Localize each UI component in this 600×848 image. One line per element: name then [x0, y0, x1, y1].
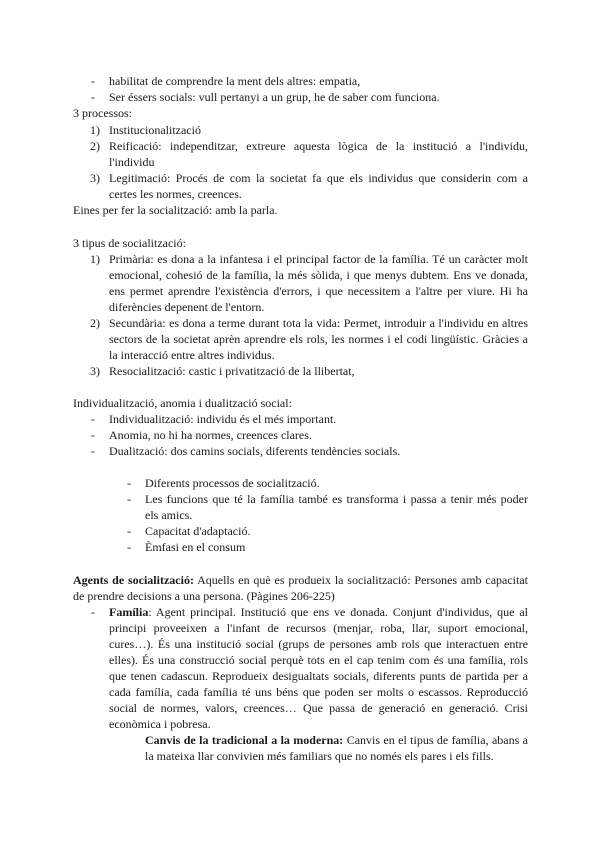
list-item-text: Institucionalització — [109, 123, 201, 137]
list-item-text: Legitimació: Procés de com la societat fa que els individus que considerin com a — [109, 171, 528, 185]
agents-line — [73, 572, 528, 588]
familia-text: : Agent principal. Institució que ens ve donada. Conjunt d'individus, que al — [148, 605, 528, 619]
list-number: 1) — [90, 123, 100, 137]
familia-text: social de normes, valors, creences… Que passa de generació en generació. Crisi — [109, 701, 528, 715]
tipus-heading: 3 tipus de socialització: — [73, 236, 186, 250]
intro-bullet-text: habilitat de comprendre la ment dels altres: empatia, — [109, 74, 361, 88]
list-item-text: certes les normes, creences. — [109, 187, 242, 201]
bullet-dash: - — [91, 90, 95, 104]
sub-bullet-dash: - — [127, 540, 131, 554]
list-number: 3) — [90, 364, 100, 378]
bullet-dash: - — [91, 444, 95, 458]
canvis-line — [145, 732, 528, 748]
list-number: 3) — [90, 171, 100, 185]
bullet-dash: - — [91, 428, 95, 442]
bullet-dash: - — [91, 605, 95, 619]
individualitzacio-heading: Individualització, anomia i dualització social: — [73, 396, 292, 410]
agents-text: de prendre decisions a una persona. (Pàgines 206-225) — [73, 589, 335, 603]
list-number: 2) — [90, 139, 100, 153]
sub-bullet-dash: - — [127, 476, 131, 490]
familia-label: Família — [109, 605, 149, 619]
bullet-dash: - — [91, 412, 95, 426]
sub-bullet-text: Capacitat d'adaptació. — [145, 524, 251, 538]
list-item-text: Resocialització: castic i privatització de la llibertat, — [109, 364, 355, 378]
list-item-text: ens permet aprendre l'existència d'errors, i que necessitem a l'altre per viure. Hi ha — [109, 284, 528, 298]
familia-text: elles). És una construcció social perquè tots en el cap tenim com és una família, rols — [109, 653, 528, 667]
bullet-text: Individualització: individu és el més important. — [109, 412, 337, 426]
sub-bullet-dash: - — [127, 492, 131, 506]
canvis-text: la mateixa llar convivien més familiars que no només els pares i els fills. — [145, 749, 494, 763]
eines-line: Eines per fer la socialització: amb la parla. — [73, 203, 278, 217]
processos-heading: 3 processos: — [73, 106, 132, 120]
sub-bullet-dash: - — [127, 524, 131, 538]
list-item-text: Primària: es dona a la infantesa i el principal factor de la família. Té un caràcter molt — [109, 252, 528, 266]
bullet-dash: - — [91, 74, 95, 88]
list-item-text: Reificació: independitzar, extreure aquesta lògica de la institució a l'individu, — [109, 139, 528, 153]
sub-bullet-text: Diferents processos de socialització. — [145, 476, 320, 490]
familia-line — [109, 604, 528, 620]
list-item-text: emocional, cohesió de la família, la més sòlida, i que menys dubtem. Ens ve donada, — [109, 268, 528, 282]
familia-text: cada família, cada família té uns béns que poden ser molts o escassos. Reproducció — [109, 685, 528, 699]
agents-text: Aquells en què es produeix la socialització: Persones amb capacitat — [193, 573, 528, 587]
bullet-text: Dualització: dos camins socials, diferents tendències socials. — [109, 444, 401, 458]
familia-text: que tenen cadascun. Reprodueix desigualtats socials, diferents punts de partida per a — [109, 669, 528, 683]
bullet-text: Anomia, no hi ha normes, creences clares. — [109, 428, 312, 442]
canvis-title: Canvis de la tradicional a la moderna: — [145, 733, 344, 747]
canvis-text: Canvis en el tipus de família, abans a — [343, 733, 528, 747]
sub-bullet-text: els amics. — [145, 508, 193, 522]
sub-bullet-text: Les funcions que té la família també es transforma i passa a tenir més poder — [145, 492, 528, 506]
agents-title: Agents de socialització: — [73, 573, 194, 587]
list-item-text: Secundària: es dona a terme durant tota la vida: Permet, introduir a l'individu en altres — [109, 316, 528, 330]
list-item-text: la interacció entre altres individus. — [109, 348, 275, 362]
list-item-text: diferències depenent de l'entorn. — [109, 300, 265, 314]
familia-text: principi proveeixen a l'infant de recursos (menjar, roba, llar, suport emocional, — [109, 621, 528, 635]
intro-bullet-text: Ser éssers socials: vull pertanyi a un grup, he de saber com funciona. — [109, 90, 440, 104]
familia-text: econòmica i pobresa. — [109, 717, 211, 731]
sub-bullet-text: Èmfasi en el consum — [145, 540, 246, 554]
list-number: 1) — [90, 252, 100, 266]
familia-text: cures…). És una institució social (grups de persones amb rols que interactuen entre — [109, 637, 528, 651]
list-item-text: l'individu — [109, 155, 155, 169]
list-number: 2) — [90, 316, 100, 330]
list-item-text: sectors de la societat aprèn aprendre els rols, les normes i el codi lingüístic. Gràcies a — [109, 332, 528, 346]
